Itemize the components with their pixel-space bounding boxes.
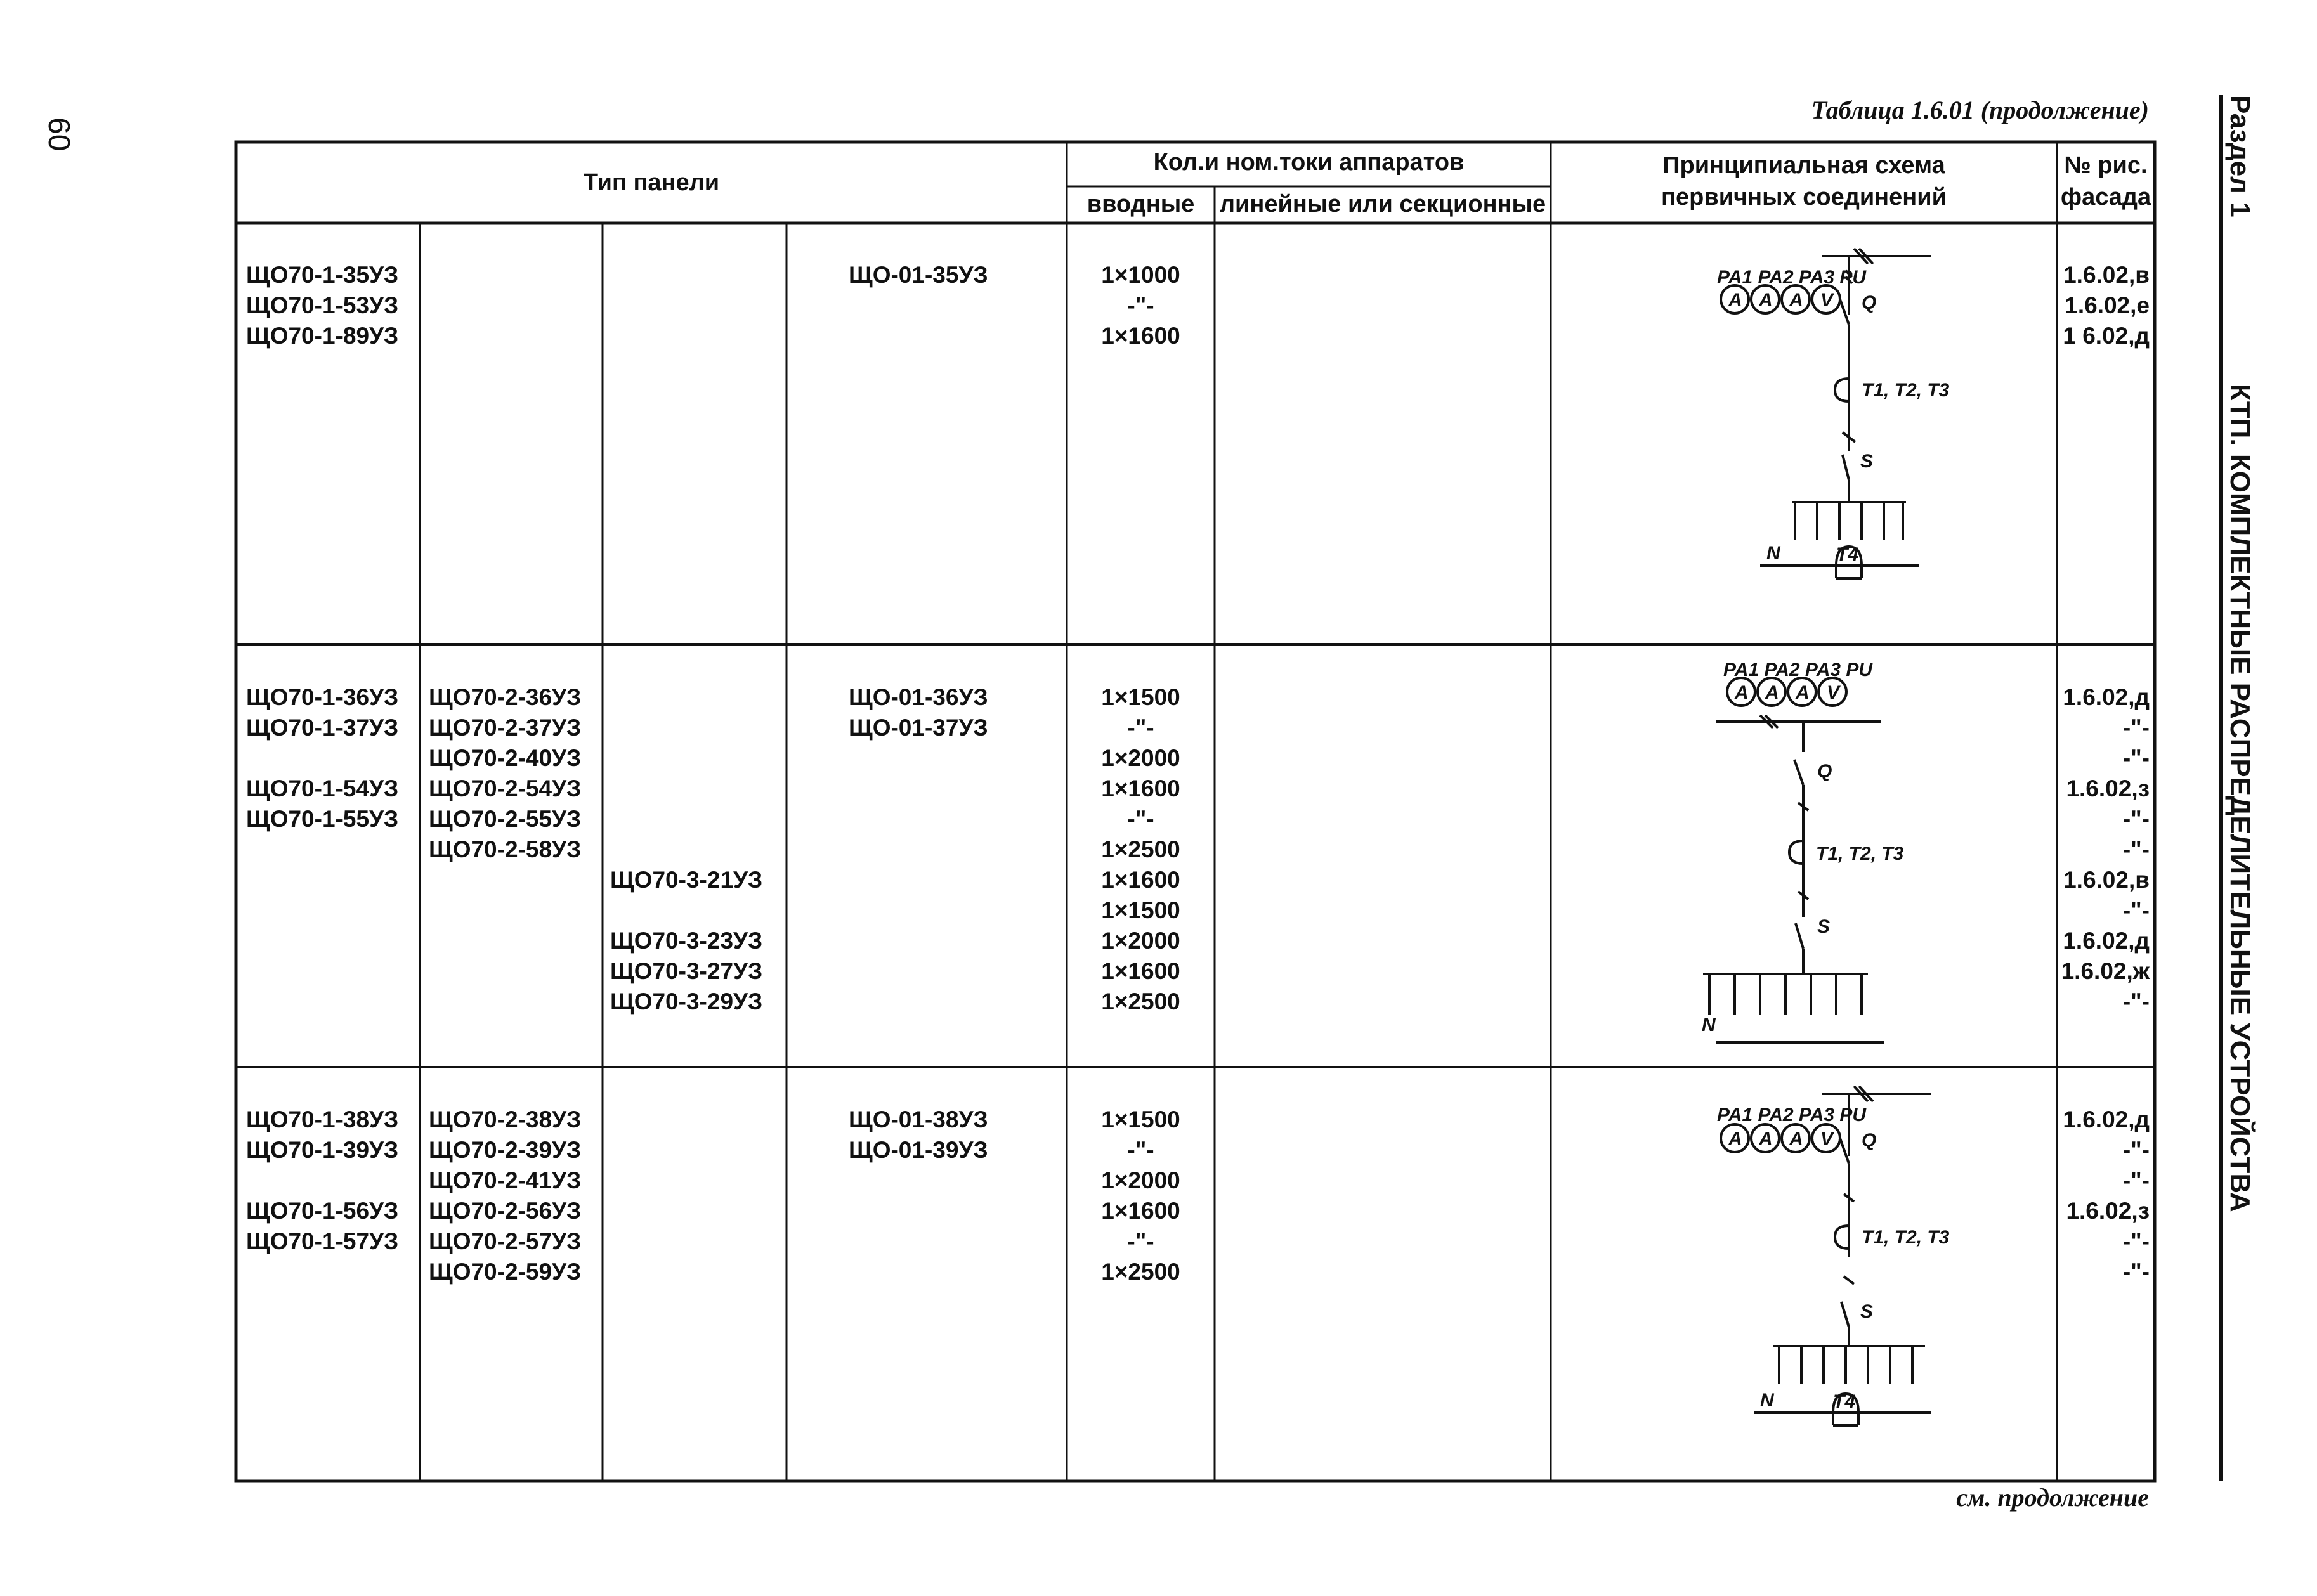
list-item [246, 1165, 398, 1196]
list-item [610, 804, 762, 834]
list-item: ЩО70-2-54УЗ [429, 775, 582, 801]
header-figure [2057, 150, 2155, 213]
list-item [246, 743, 398, 774]
current-transformer-symbol [1835, 379, 1849, 401]
list-item: ЩО70-2-37УЗ [429, 715, 582, 741]
list-item: ЩО70-1-38УЗ [246, 1106, 399, 1132]
ammeter-label: A [1796, 682, 1810, 703]
list-item: ЩО70-2-55УЗ [429, 806, 582, 832]
list-item: 1×1600 [1101, 323, 1180, 349]
list-item: -"- [1127, 1228, 1154, 1254]
transformers-label: T1, T2, T3 [1862, 1227, 1950, 1248]
row2-col4 [849, 682, 988, 743]
list-item [610, 834, 762, 865]
header-figure-line2: фасада [2060, 184, 2151, 211]
list-item: ЩО70-2-58УЗ [429, 836, 582, 862]
row2-col3 [610, 682, 762, 1017]
ammeter-label: A [1759, 290, 1773, 311]
t4-label: T4 [1833, 1391, 1856, 1412]
list-item: ЩО70-3-29УЗ [610, 989, 763, 1015]
list-item: ЩО70-3-23УЗ [610, 928, 763, 954]
list-item: 1.6.02,е [2065, 292, 2150, 318]
switch-label: S [1817, 916, 1831, 937]
row2-input [1067, 682, 1215, 1017]
ammeter-label: A [1789, 1129, 1803, 1150]
list-item: ЩО70-1-54УЗ [246, 775, 399, 801]
header-panel-type: Тип панели [583, 169, 720, 196]
list-item: 1.6.02,в [2063, 262, 2150, 288]
list-item: ЩО70-2-39УЗ [429, 1137, 582, 1163]
continuation-note: см. продолжение [1956, 1483, 2149, 1512]
switch-label: S [1860, 451, 1874, 472]
row1-col1 [246, 260, 398, 351]
ammeter-label: A [1728, 290, 1742, 311]
breaker-symbol [1840, 1138, 1849, 1164]
section-title: КТП. КОМПЛЕКТНЫЕ РАСПРЕДЕЛИТЕЛЬНЫЕ УСТРОЙСТВА [2224, 383, 2255, 1212]
list-item: ЩО-01-35УЗ [849, 262, 988, 288]
row3-col4 [849, 1105, 988, 1165]
section-label: Раздел 1 [2224, 95, 2255, 217]
list-item: ЩО70-1-55УЗ [246, 806, 399, 832]
list-item: 1×2000 [1101, 745, 1180, 771]
list-item: 1.6.02,ж [2061, 958, 2150, 984]
list-item: ЩО70-1-39УЗ [246, 1137, 399, 1163]
list-item: 1.6.02,д [2063, 928, 2150, 954]
row3-col2 [429, 1105, 581, 1287]
list-item: -"- [2122, 745, 2150, 771]
scheme-diagram-3 [1551, 1067, 2057, 1481]
list-item: 1×1600 [1101, 958, 1180, 984]
list-item: 1×1500 [1101, 897, 1180, 923]
list-item: ЩО70-2-36УЗ [429, 684, 582, 710]
list-item: ЩО70-2-41УЗ [429, 1167, 582, 1193]
list-item: -"- [2122, 836, 2150, 862]
header-scheme-line2: первичных соединений [1661, 184, 1947, 211]
list-item [610, 713, 762, 743]
transformers-label: T1, T2, T3 [1816, 843, 1904, 864]
ammeter-label: A [1759, 1129, 1773, 1150]
switch-symbol [1843, 455, 1849, 480]
scheme-diagram-2 [1551, 644, 2057, 1067]
switch-symbol [1796, 923, 1803, 949]
list-item: -"- [1127, 715, 1154, 741]
neutral-label: N [1760, 1390, 1774, 1411]
header-linear: линейные или секционные [1219, 191, 1546, 217]
row2-col1 [246, 682, 398, 834]
meters-label: PA1 PA2 PA3 PU [1717, 267, 1867, 288]
neutral-label: N [1766, 543, 1780, 564]
list-item: 1×1500 [1101, 684, 1180, 710]
voltmeter-label: V [1820, 290, 1834, 311]
list-item: -"- [2122, 1167, 2150, 1193]
list-item: ЩО-01-38УЗ [849, 1106, 988, 1132]
list-item: ЩО70-2-56УЗ [429, 1198, 582, 1224]
list-item: ЩО70-1-37УЗ [246, 715, 399, 741]
list-item: ЩО70-1-57УЗ [246, 1228, 399, 1254]
table-caption: Таблица 1.6.01 (продолжение) [1811, 96, 2149, 124]
list-item: 1×1600 [1101, 775, 1180, 801]
list-item: 1×2500 [1101, 989, 1180, 1015]
list-item: 1×2500 [1101, 1259, 1180, 1285]
list-item: -"- [2122, 715, 2150, 741]
switch-symbol [1841, 1302, 1849, 1327]
list-item: 1×1000 [1101, 262, 1180, 288]
list-item: -"- [1127, 292, 1154, 318]
row3-input [1067, 1105, 1215, 1287]
neutral-label: N [1702, 1015, 1716, 1035]
list-item: ЩО70-1-56УЗ [246, 1198, 399, 1224]
row2-col2 [429, 682, 581, 865]
list-item: 1.6.02,з [2066, 775, 2150, 801]
list-item: ЩО70-1-53УЗ [246, 292, 399, 318]
list-item: 1×1600 [1101, 867, 1180, 893]
list-item [610, 895, 762, 926]
list-item: ЩО70-3-21УЗ [610, 867, 763, 893]
breaker-label: Q [1862, 1130, 1877, 1151]
list-item: 1×1500 [1101, 1106, 1180, 1132]
list-item: ЩО70-1-36УЗ [246, 684, 399, 710]
list-item: ЩО70-2-40УЗ [429, 745, 582, 771]
list-item: ЩО70-1-35УЗ [246, 262, 399, 288]
list-item [610, 774, 762, 804]
list-item: 1.6.02,в [2063, 867, 2150, 893]
meters-label: PA1 PA2 PA3 PU [1723, 659, 1873, 680]
row3-figs [2058, 1105, 2150, 1287]
list-item: ЩО-01-37УЗ [849, 715, 988, 741]
list-item: -"- [2122, 1228, 2150, 1254]
list-item: 1×2000 [1101, 928, 1180, 954]
switch-label: S [1860, 1301, 1874, 1322]
ammeter-label: A [1765, 682, 1779, 703]
header-currents: Кол.и ном.токи аппаратов [1153, 149, 1465, 176]
current-transformer-symbol [1835, 1226, 1849, 1249]
list-item: -"- [2122, 806, 2150, 832]
list-item: ЩО70-1-89УЗ [246, 323, 399, 349]
row1-figs [2058, 260, 2150, 351]
list-item: ЩО70-2-38УЗ [429, 1106, 582, 1132]
list-item: ЩО70-2-59УЗ [429, 1259, 582, 1285]
list-item: 1×2500 [1101, 836, 1180, 862]
list-item: 1×2000 [1101, 1167, 1180, 1193]
breaker-symbol [1840, 299, 1849, 325]
t4-label: T4 [1836, 544, 1859, 565]
list-item: ЩО70-2-57УЗ [429, 1228, 582, 1254]
scheme-diagram-1 [1551, 223, 2057, 644]
list-item: 1.6.02,д [2063, 1106, 2150, 1132]
list-item: 1×1600 [1101, 1198, 1180, 1224]
voltmeter-label: V [1827, 682, 1840, 703]
list-item [610, 682, 762, 713]
ammeter-label: A [1789, 290, 1803, 311]
list-item: -"- [2122, 1137, 2150, 1163]
breaker-label: Q [1817, 761, 1832, 782]
header-figure-line1: № рис. [2064, 152, 2148, 179]
breaker-symbol [1794, 760, 1803, 785]
meters-label: PA1 PA2 PA3 PU [1717, 1105, 1867, 1126]
ammeter-label: A [1735, 682, 1749, 703]
ammeter-label: A [1728, 1129, 1742, 1150]
transformers-label: T1, T2, T3 [1862, 380, 1950, 401]
header-scheme-line1: Принципиальная схема [1662, 152, 1945, 179]
row2-figs [2058, 682, 2150, 1017]
list-item: -"- [2122, 897, 2150, 923]
header-input: вводные [1087, 191, 1195, 217]
header-scheme [1551, 150, 2057, 213]
list-item: 1.6.02,д [2063, 684, 2150, 710]
voltmeter-label: V [1820, 1129, 1834, 1150]
list-item: ЩО70-3-27УЗ [610, 958, 763, 984]
current-transformer-symbol [1789, 841, 1803, 864]
list-item: 1 6.02,д [2063, 323, 2150, 349]
list-item: -"- [2122, 989, 2150, 1015]
list-item: ЩО-01-36УЗ [849, 684, 988, 710]
row1-input [1067, 260, 1215, 351]
list-item: -"- [1127, 1137, 1154, 1163]
list-item: 1.6.02,з [2066, 1198, 2150, 1224]
list-item: -"- [2122, 1259, 2150, 1285]
list-item: -"- [1127, 806, 1154, 832]
row3-col1 [246, 1105, 398, 1257]
row1-col4 [849, 260, 988, 290]
list-item [610, 743, 762, 774]
breaker-label: Q [1862, 292, 1877, 313]
page-number: 60 [42, 117, 75, 152]
list-item: ЩО-01-39УЗ [849, 1137, 988, 1163]
